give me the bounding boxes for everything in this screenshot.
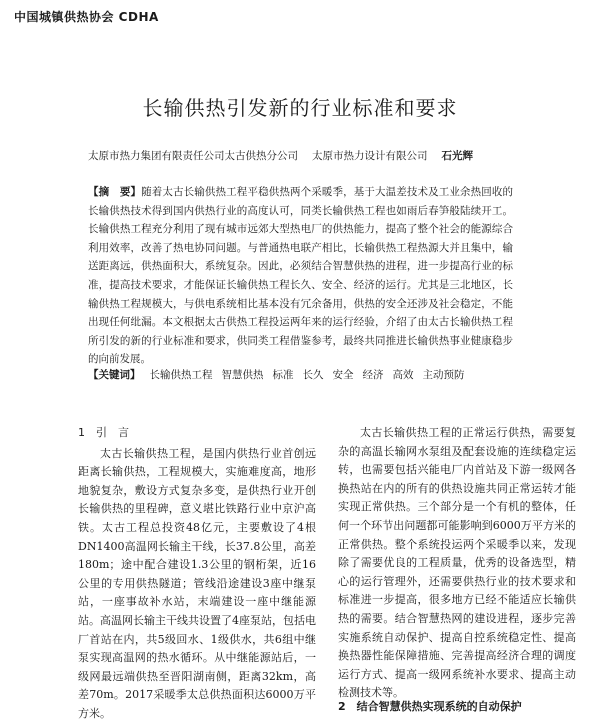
- keyword: 高效: [392, 369, 414, 381]
- affiliation-1: 太原市热力集团有限责任公司太古供热分公司: [88, 150, 298, 162]
- body-paragraph: 太古长输供热工程的正常运行供热，需要复杂的高温长输网水泵组及配套设施的连续稳定运转，也需要包括兴能电厂内首站及下游一级网各换热站在内的所有的供热设施共同正常运转才能实现正常供热。三个部分是一个有机的整体，任何一个环节出问题都可能影响到6000万平方米的正常供热。整个系统投运两个采暖季以来，发现除了需要优良的工程质量，优秀的设备选型，精心的运行管理外，还需要供热行业的技术要求和标准进一步提高，很多地方已经不能适应长输供热的需要。结合智慧热网的建设进程，逐步完善实施系统自动保护、提高自控系统稳定性、提高换热器性能保障措施、完善提高经济合理的调度运行方式、提高一级网系统补水要求、提高主动检测技术等。: [338, 426, 576, 700]
- section-heading-introduction: 1 引 言: [78, 426, 129, 439]
- keyword: 长久: [302, 369, 324, 381]
- keyword: 主动预防: [422, 369, 465, 381]
- keyword: 智慧供热: [221, 369, 264, 381]
- keyword: 经济: [362, 369, 384, 381]
- keywords: [88, 366, 513, 385]
- affiliation-2: 太原市热力设计有限公司: [312, 150, 428, 162]
- article-title: 长输供热引发新的行业标准和要求: [142, 96, 458, 120]
- keyword: 标准: [272, 369, 294, 381]
- keywords-label: 【关键词】: [88, 369, 141, 381]
- left-column: [78, 424, 316, 724]
- abstract-text: 随着太古长输供热工程平稳供热两个采暖季，基于大温差技术及工业余热回收的长输供热技术得到国内供热行业的高度认可，同类长输供热工程也如雨后春笋般陆续开工。长输供热工程充分利用了现有城市远郊大型热电厂的供热能力，提高了整个社会的能源综合利用效率，改善了热电协同问题。与普通热电联产相比，长输供热工程热源大并且集中，输送距离远，供热面积大，系统复杂。因此，必须结合智慧供热的进程，进一步提高行业的标准，提高技术要求，才能保证长输供热工程长久、安全、经济的运行。尤其是三北地区，长输供热工程规模大，与供电系统相比基本没有冗余备用，供热的安全还涉及社会稳定，不能出现任何纰漏。本文根据太古供热工程投运两年来的运行经验，介绍了由太古长输供热工程所引发的新的行业标准和要求，供同类工程借鉴参考，最终共同推进长输供热事业健康稳步的向前发展。: [88, 186, 514, 366]
- journal-header: 中国城镇供热协会 CDHA: [14, 10, 159, 24]
- body-paragraph: 太古长输供热工程，是国内供热行业首创远距离长输供热，工程规模大，实施难度高，地形地貌复杂，敷设方式复杂多变，是供热行业开创长输供热的里程碑，意义堪比铁路行业中京沪高铁。太古工程总投资48亿元，主要敷设了4根DN1400高温网长输主干线，长37.8公里，高差180m；途中配合建设1.3公里的钢桁架，近16公里的专用供热隧道；管线沿途建设3座中继泵站，一座事故补水站，末端建设一座中继能源站。高温网长输主干线共设置了4座泵站，包括电厂首站在内，共5级回水、1级供水，共6组中继泵实现高温网的热水循环。从中继能源站后，一级网最远端供热至晋阳湖南侧，距离32km，高差70m。2017采暖季太总供热面积达6000万平方米。: [78, 446, 316, 720]
- section-heading-2: 2 结合智慧供热实现系统的自动保护: [338, 700, 522, 713]
- abstract: [88, 183, 513, 369]
- author-name: 石光辉: [441, 150, 473, 162]
- author-line: [88, 148, 473, 163]
- keyword: 长输供热工程: [149, 369, 213, 381]
- right-column: [338, 424, 576, 703]
- abstract-label: 【摘 要】: [88, 186, 142, 198]
- keyword: 安全: [332, 369, 354, 381]
